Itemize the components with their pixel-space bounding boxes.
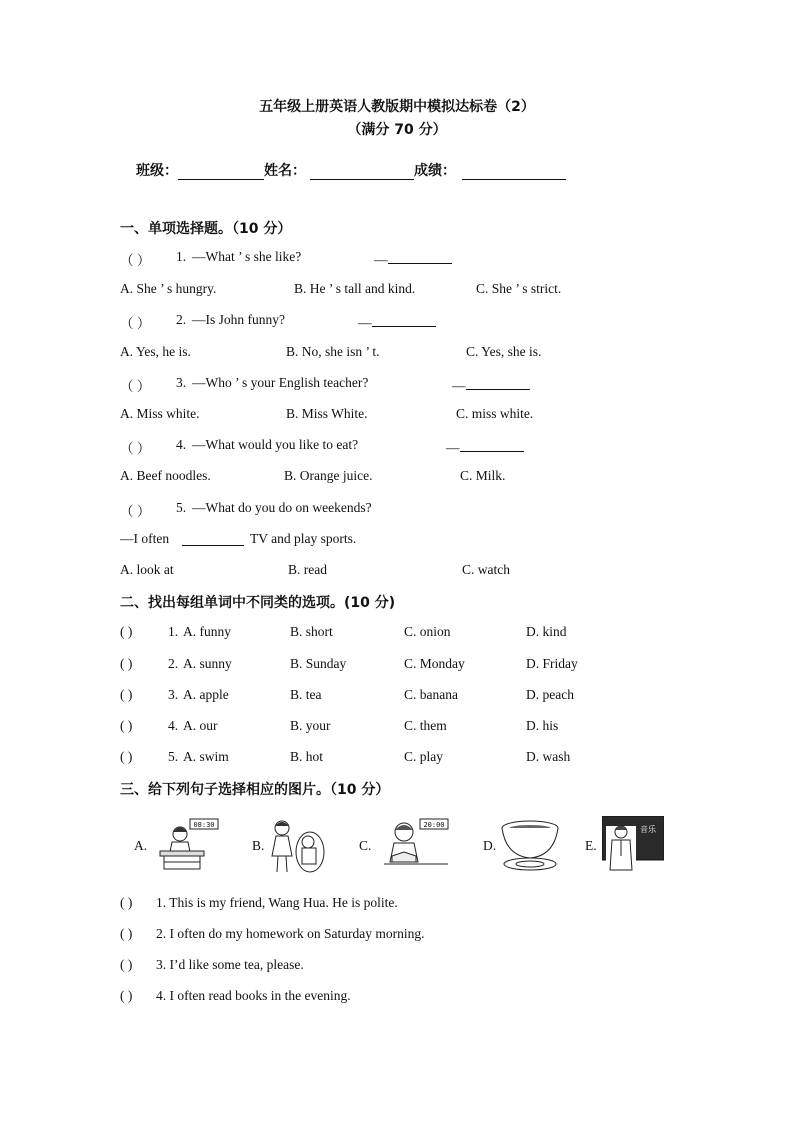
option-c: C. play <box>404 749 443 764</box>
option-a: A. Yes, he is. <box>120 344 191 359</box>
answer-paren[interactable]: （ ） <box>120 441 151 456</box>
option-a: A. look at <box>120 562 174 577</box>
question-number: 5. <box>176 500 187 515</box>
answer-paren[interactable]: ( ) <box>120 988 133 1003</box>
option-c: C. watch <box>462 562 510 577</box>
question-stem: —Who ’ s your English teacher? <box>192 375 369 390</box>
answer-paren[interactable]: （ ） <box>120 504 151 519</box>
option-a: A. She ’ s hungry. <box>120 281 217 296</box>
option-a: A. Miss white. <box>120 406 200 421</box>
answer-paren[interactable]: ( ) <box>120 656 133 671</box>
sentence-text: 2. I often do my homework on Saturday morning. <box>156 926 425 941</box>
section2-heading: 二、找出每组单词中不同类的选项。(10 分) <box>120 595 396 611</box>
question-stem: —What would you like to eat? <box>192 437 359 452</box>
option-b: B. Orange juice. <box>284 468 373 483</box>
score-label: 成绩： <box>414 163 456 179</box>
picture-a-label: A. <box>134 838 148 853</box>
picture-d-tea-icon <box>498 818 562 874</box>
fill-suffix: TV and play sports. <box>250 531 357 546</box>
row-number: 4. <box>168 718 179 733</box>
page-title: 五年级上册英语人教版期中模拟达标卷（2） <box>259 99 535 115</box>
option-c: C. Monday <box>404 656 465 671</box>
option-d: D. Friday <box>526 656 578 671</box>
option-d: D. wash <box>526 749 571 764</box>
option-c: C. She ’ s strict. <box>476 281 562 296</box>
option-b: B. short <box>290 624 333 639</box>
row-number: 3. <box>168 687 179 702</box>
question-stem: —What ’ s she like? <box>192 249 302 264</box>
answer-paren[interactable]: ( ) <box>120 895 133 910</box>
picture-e-label: E. <box>585 838 597 853</box>
option-b: B. read <box>288 562 327 577</box>
option-b: B. No, she isn ’ t. <box>286 344 380 359</box>
sentence-text: 1. This is my friend, Wang Hua. He is polite. <box>156 895 398 910</box>
answer-paren[interactable]: ( ) <box>120 957 133 972</box>
answer-paren[interactable]: ( ) <box>120 718 133 733</box>
answer-paren[interactable]: （ ） <box>120 316 151 331</box>
fill-blank[interactable] <box>182 531 244 550</box>
name-blank[interactable] <box>310 163 414 180</box>
section3-heading: 三、给下列句子选择相应的图片。（10 分） <box>120 782 390 798</box>
class-label: 班级： <box>136 163 178 179</box>
answer-line[interactable]: — <box>452 375 530 394</box>
option-a: A. apple <box>183 687 229 702</box>
question-stem: —Is John funny? <box>192 312 285 327</box>
option-c: C. them <box>404 718 447 733</box>
option-b: B. your <box>290 718 331 733</box>
picture-b-label: B. <box>252 838 265 853</box>
question-number: 1. <box>176 249 187 264</box>
row-number: 5. <box>168 749 179 764</box>
fill-prefix: —I often <box>120 531 170 546</box>
picture-c-label: C. <box>359 838 372 853</box>
option-b: B. Sunday <box>290 656 347 671</box>
picture-a-homework-icon <box>150 818 220 870</box>
picture-c-reading-icon <box>374 818 450 874</box>
page-subtitle: （满分 70 分） <box>347 122 447 138</box>
picture-a-clock: 08:30 <box>193 821 215 829</box>
option-b: B. tea <box>290 687 322 702</box>
option-c: C. banana <box>404 687 458 702</box>
sentence-text: 4. I often read books in the evening. <box>156 988 351 1003</box>
answer-line[interactable]: — <box>374 249 452 268</box>
option-a: A. Beef noodles. <box>120 468 211 483</box>
question-number: 3. <box>176 375 187 390</box>
answer-line[interactable]: — <box>358 312 436 331</box>
picture-c-clock: 20:00 <box>423 821 445 829</box>
question-stem: —What do you do on weekends? <box>192 500 372 515</box>
option-d: D. kind <box>526 624 567 639</box>
class-blank[interactable] <box>178 163 264 180</box>
picture-b-polite-icon <box>264 818 328 874</box>
answer-paren[interactable]: ( ) <box>120 687 133 702</box>
question-number: 4. <box>176 437 187 452</box>
option-a: A. funny <box>183 624 231 639</box>
name-label: 姓名： <box>264 163 306 179</box>
row-number: 1. <box>168 624 179 639</box>
score-blank[interactable] <box>462 163 566 180</box>
section1-heading: 一、单项选择题。（10 分） <box>120 221 292 237</box>
option-c: C. Yes, she is. <box>466 344 542 359</box>
picture-d-label: D. <box>483 838 497 853</box>
option-a: A. sunny <box>183 656 232 671</box>
row-number: 2. <box>168 656 179 671</box>
option-b: B. hot <box>290 749 324 764</box>
option-a: A. our <box>183 718 218 733</box>
option-c: C. Milk. <box>460 468 506 483</box>
option-a: A. swim <box>183 749 229 764</box>
answer-line[interactable]: — <box>446 437 524 456</box>
answer-paren[interactable]: ( ) <box>120 749 133 764</box>
picture-e-music-icon <box>602 816 664 872</box>
answer-paren[interactable]: （ ） <box>120 253 151 268</box>
option-c: C. onion <box>404 624 451 639</box>
option-c: C. miss white. <box>456 406 534 421</box>
option-d: D. his <box>526 718 559 733</box>
answer-paren[interactable]: （ ） <box>120 379 151 394</box>
answer-paren[interactable]: ( ) <box>120 624 133 639</box>
student-info-line <box>136 160 566 180</box>
option-b: B. Miss White. <box>286 406 368 421</box>
question-number: 2. <box>176 312 187 327</box>
option-d: D. peach <box>526 687 574 702</box>
option-b: B. He ’ s tall and kind. <box>294 281 416 296</box>
sentence-text: 3. I’d like some tea, please. <box>156 957 304 972</box>
answer-paren[interactable]: ( ) <box>120 926 133 941</box>
picture-e-board-text: 音乐 <box>640 825 656 834</box>
